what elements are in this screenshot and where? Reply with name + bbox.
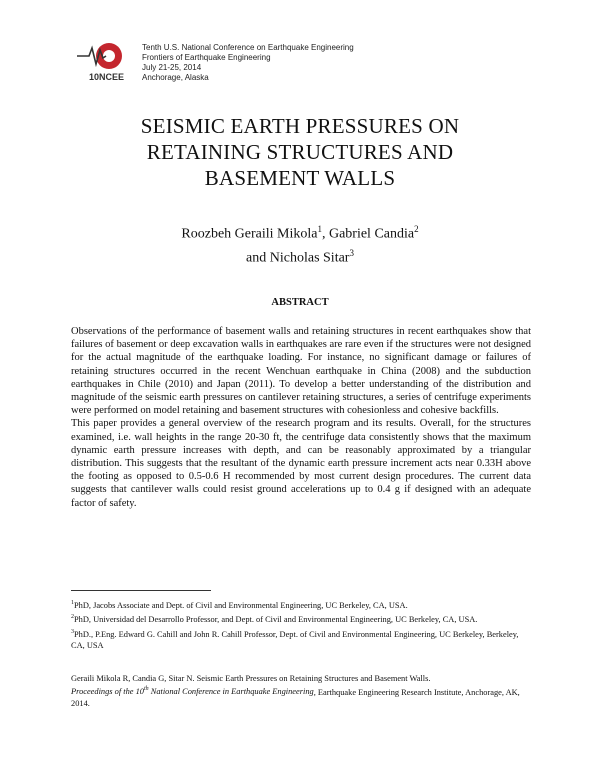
citation-ordinal: th <box>143 686 149 693</box>
footnote-1 <box>71 598 531 611</box>
abstract-paragraph-2: This paper provides a general overview of the research program and its results. Overall, for the structures examined, i.e. wall heights in the range 20-30 ft, the centrifuge data consistently shows that the maximum dynamic earth pressure increases with depth, and can be reasonably approximated by a triangular distribution. This suggests that the resultant of the dynamic earth pressure increment acts near 0.33H above the footing as opposed to 0.5-0.6 H recommended by most current design procedures. The current data suggests that cantilever walls could resist ground accelerations up to 0.4 g if designed with an adequate factor of safety. <box>71 418 531 509</box>
citation-line-2 <box>71 685 531 710</box>
citation-proceedings <box>71 687 314 696</box>
logo-graphic <box>75 38 139 82</box>
abstract-paragraph-1: Observations of the performance of basement walls and retaining structures in recent earthquakes show that failures of basement or deep excavation walls in earthquakes are rare even if the structures were not designed for the actual magnitude of the earthquake loading. For instance, no significant damage or failures of retaining structures occurred in the recent Wenchuan earthquake in China (2008) and the subduction earthquakes in Chile (2010) and Japan (2011). To develop a better understanding of the distribution and magnitude of the seismic earth pressures on cantilever retaining structures, a series of centrifuge experiments were performed on model retaining and basement structures with cohesionless and cohesive backfills. <box>71 326 531 417</box>
footnote-1-mark: 1 <box>71 600 74 606</box>
paper-title <box>0 113 600 191</box>
author-separator: , <box>321 226 329 242</box>
author-list <box>0 220 600 267</box>
author-and: and <box>246 250 270 266</box>
title-line-2: RETAINING STRUCTURES AND <box>146 140 454 164</box>
footnotes <box>71 598 531 652</box>
footnote-3-mark: 3 <box>71 628 74 635</box>
title-line-3: BASEMENT WALLS <box>204 166 396 190</box>
footnote-2-text: PhD, Universidad del Desarrollo Professor, and Dept. of Civil and Environmental Engineering, UC Berkeley, CA, USA. <box>74 615 478 625</box>
citation-publisher: , Earthquake Engineering Research Institute, Anchorage, AK, 2014. <box>71 687 520 708</box>
authors-line-2 <box>0 244 600 268</box>
citation-proceedings-b: National Conference in Earthquake Engineering <box>148 687 314 697</box>
author-2: Gabriel Candia <box>328 226 415 242</box>
conference-name: Tenth U.S. National Conference on Earthquake Engineering <box>142 43 354 52</box>
conference-info <box>142 43 354 83</box>
author-1: Roozbeh Geraili Mikola <box>181 226 318 242</box>
footnote-1-text: PhD, Jacobs Associate and Dept. of Civil and Environmental Engineering, UC Berkeley, CA, USA. <box>74 600 408 610</box>
title-line-1: SEISMIC EARTH PRESSURES ON <box>140 114 460 138</box>
citation-line-1: Geraili Mikola R, Candia G, Sitar N. Seismic Earth Pressures on Retaining Structures and Basement Walls. <box>71 674 431 683</box>
abstract-body <box>71 325 531 510</box>
logo-text: 10NCEE <box>89 72 125 82</box>
conference-theme: Frontiers of Earthquake Engineering <box>142 53 271 62</box>
footnote-2 <box>71 612 531 625</box>
conference-location: Anchorage, Alaska <box>142 73 209 82</box>
footnote-divider <box>71 590 211 591</box>
footnote-2-mark: 2 <box>71 614 74 621</box>
footnote-3-text: PhD., P.Eng. Edward G. Cahill and John R. Cahill Professor, Dept. of Civil and Environmental Engineering, UC Berkeley, Berkeley, CA, USA <box>71 629 519 650</box>
conference-logo <box>75 38 139 82</box>
footnote-3 <box>71 627 531 652</box>
author-2-affil: 2 <box>414 224 419 234</box>
citation-block <box>71 673 531 709</box>
authors-line-1 <box>0 220 600 244</box>
author-3-affil: 3 <box>349 247 354 258</box>
abstract-heading: ABSTRACT <box>271 297 329 308</box>
citation-proceedings-a: Proceedings of the 10 <box>71 687 144 697</box>
conference-dates: July 21-25, 2014 <box>142 63 202 72</box>
author-1-affil: 1 <box>317 224 322 234</box>
author-3: Nicholas Sitar <box>269 250 350 266</box>
